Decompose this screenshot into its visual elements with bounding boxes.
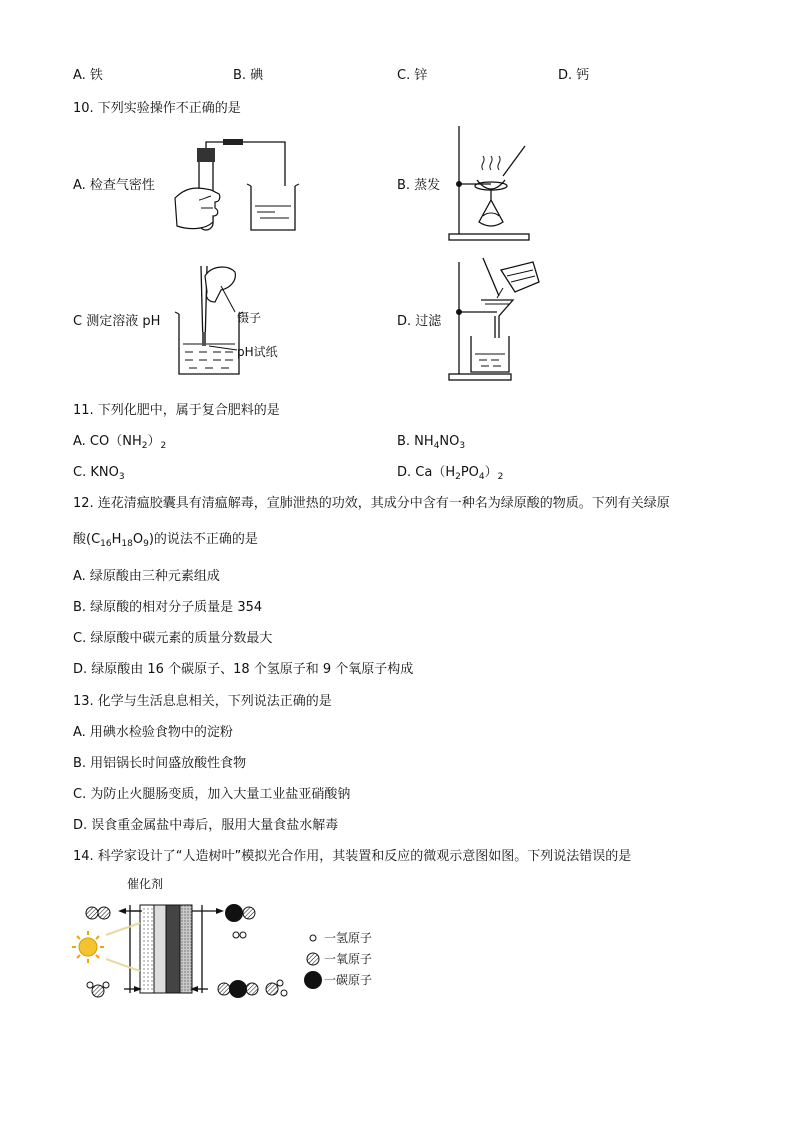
legend-oxygen: 一氧原子 [324,952,373,966]
q13-stem: 13. 化学与生活息息相关，下列说法正确的是 [73,694,332,709]
q13-option-a: A. 用碘水检验食物中的淀粉 [73,725,233,740]
figure-artificial-leaf [70,875,390,1005]
q12-option-d: D. 绿原酸由 16 个碳原子、18 个氢原子和 9 个氧原子构成 [73,662,414,677]
q11-stem: 11. 下列化肥中，属于复合肥料的是 [73,403,280,418]
q10-option-c: C 测定溶液 pH [73,314,161,329]
tweezers-label: 镊子 [237,311,262,325]
figure-filtration [445,258,545,382]
q12-stem-line1: 12. 连花清瘟胶囊具有清瘟解毒，宣肺泄热的功效，其成分中含有一种名为绿原酸的物质。下列有关绿原 [73,496,670,511]
q9-option-c: C. 锌 [397,68,428,83]
figure-evaporation [445,126,535,242]
q12-option-a: A. 绿原酸由三种元素组成 [73,569,220,584]
q10-option-b: B. 蒸发 [397,178,441,193]
legend-carbon: 一碳原子 [324,973,373,987]
q11-option-d: D. $Ca(H_2PO_4)_2$ [397,465,504,482]
q13-option-d: D. 误食重金属盐中毒后，服用大量食盐水解毒 [73,818,339,833]
q13-option-c: C. 为防止火腿肠变质，加入大量工业盐亚硝酸钠 [73,787,351,802]
q12-option-b: B. 绿原酸的相对分子质量是 354 [73,600,263,615]
q14-stem: 14. 科学家设计了“人造树叶”模拟光合作用，其装置和反应的微观示意图如图。下列说法错误的是 [73,849,632,864]
q13-option-b: B. 用铝锅长时间盛放酸性食物 [73,756,247,771]
q9-option-d: D. 钙 [558,68,590,83]
q12-stem-line2: 酸$(C_{16}H_{18}O_9)$的说法不正确的是 [73,532,258,549]
figure-ph-measurement [175,262,295,378]
q9-option-a: A. 铁 [73,68,103,83]
ph-paper-label: pH试纸 [237,345,278,359]
q11-option-b: B. $NH_4NO_3$ [397,434,466,451]
q9-option-b: B. 碘 [233,68,264,83]
catalyst-label: 催化剂 [127,877,164,891]
q10-option-a: A. 检查气密性 [73,178,155,193]
legend-hydrogen: 一氢原子 [324,931,373,945]
q10-option-d: D. 过滤 [397,314,442,329]
q11-option-a: A. $CO(NH_2)_2$ [73,434,167,451]
q10-stem: 10. 下列实验操作不正确的是 [73,101,241,116]
q11-option-c: C. $KNO_3$ [73,465,125,482]
q12-option-c: C. 绿原酸中碳元素的质量分数最大 [73,631,273,646]
figure-airtightness-check [165,138,315,238]
